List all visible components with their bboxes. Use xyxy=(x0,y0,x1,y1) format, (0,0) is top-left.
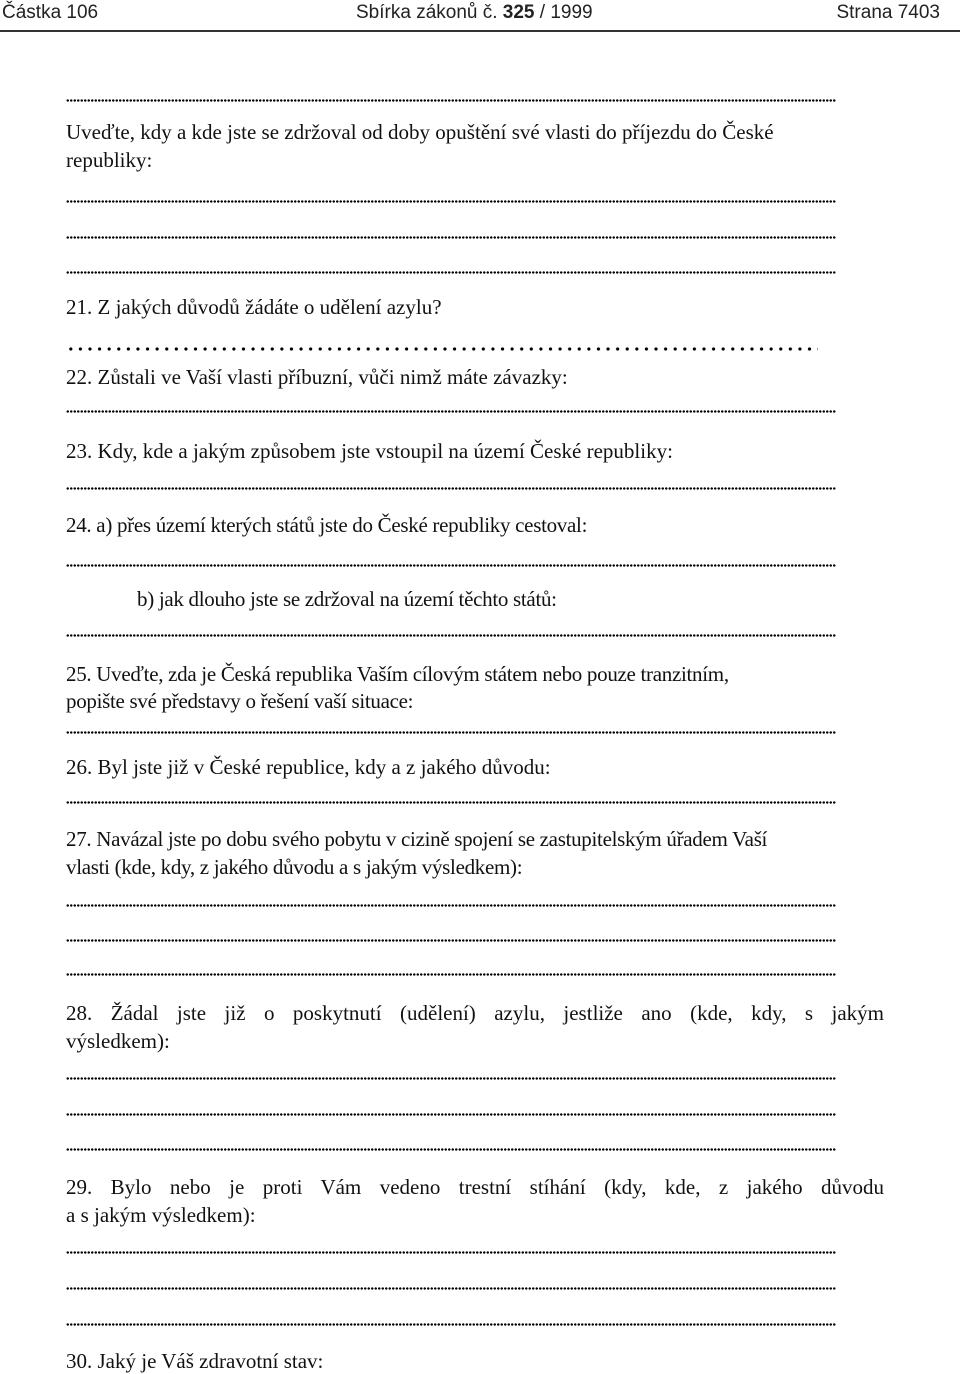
answer-line xyxy=(66,487,836,490)
question-30: 30. Jaký je Váš zdravotní stav: xyxy=(66,1349,324,1373)
answer-line xyxy=(66,939,836,942)
answer-line xyxy=(66,410,836,413)
answer-line xyxy=(66,99,836,102)
question-27-line-1: 27. Navázal jste po dobu svého pobytu v cizině spojení se zastupitelským úřadem Vaší xyxy=(66,827,768,851)
answer-line xyxy=(66,347,818,351)
question-24b: b) jak dlouho jste se zdržoval na území těchto států: xyxy=(137,587,557,611)
question-20-line-2: republiky: xyxy=(66,148,153,172)
answer-line xyxy=(66,731,836,734)
header-rule xyxy=(0,30,960,32)
question-26: 26. Byl jste již v České republice, kdy a z jakého důvodu: xyxy=(66,755,551,779)
question-23: 23. Kdy, kde a jakým způsobem jste vstoupil na území České republiky: xyxy=(66,439,673,463)
header-collection-prefix: Sbírka zákonů č. xyxy=(356,2,503,23)
question-29-line-1: 29. Bylo nebo je proti Vám vedeno trestní stíhání (kdy, kde, z jakého důvodu xyxy=(66,1175,884,1199)
question-22: 22. Zůstali ve Vaší vlasti příbuzní, vůči nimž máte závazky: xyxy=(66,365,568,389)
page-header xyxy=(0,0,960,32)
answer-line xyxy=(66,1113,836,1116)
answer-line xyxy=(66,904,836,907)
answer-line xyxy=(66,236,836,239)
answer-line xyxy=(66,801,836,804)
header-year: / 1999 xyxy=(534,2,593,23)
answer-line xyxy=(66,973,836,976)
answer-line xyxy=(66,1287,836,1290)
question-28-line-2: výsledkem): xyxy=(66,1029,170,1053)
question-29-line-2: a s jakým výsledkem): xyxy=(66,1203,256,1227)
answer-line xyxy=(66,1077,836,1080)
question-28-line-1: 28. Žádal jste již o poskytnutí (udělení) azylu, jestliže ano (kde, kdy, s jakým xyxy=(66,1001,884,1025)
question-25-line-2: popište své představy o řešení vaší situace: xyxy=(66,689,414,713)
answer-line xyxy=(66,271,836,274)
header-law-number: 325 xyxy=(502,2,535,23)
answer-line xyxy=(66,1148,836,1151)
header-collection-title xyxy=(356,2,593,24)
question-20-line-1: Uveďte, kdy a kde jste se zdržoval od doby opuštění své vlasti do příjezdu do České xyxy=(66,120,774,144)
answer-line xyxy=(66,634,836,637)
answer-line xyxy=(66,1323,836,1326)
answer-line xyxy=(66,1251,836,1254)
question-21: 21. Z jakých důvodů žádáte o udělení azylu? xyxy=(66,295,442,319)
answer-line xyxy=(66,564,836,567)
question-24a: 24. a) přes území kterých států jste do České republiky cestoval: xyxy=(66,513,588,537)
header-part-number: Částka 106 xyxy=(2,2,99,23)
header-page-number: Strana 7403 xyxy=(836,2,940,23)
answer-line xyxy=(66,200,836,203)
question-27-line-2: vlasti (kde, kdy, z jakého důvodu a s jakým výsledkem): xyxy=(66,855,523,879)
question-25-line-1: 25. Uveďte, zda je Česká republika Vaším cílovým státem nebo pouze tranzitním, xyxy=(66,662,729,686)
